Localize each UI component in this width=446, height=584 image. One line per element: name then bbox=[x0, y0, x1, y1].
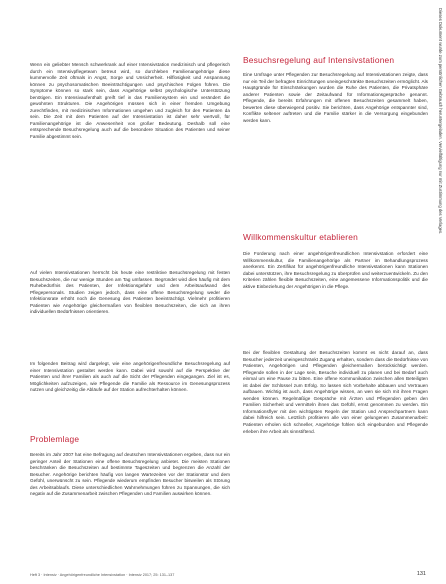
body-paragraph: Bereits im Jahr 2007 hat eine Befragung auf deutschen Intensivstationen ergeben, dass nur ein geringer Anteil der Stationen eine offene Besuchsregelung anbietet. Die meisten Stationen beschränken die Besuchszeiten auf bestimmte Tageszeiten und begrenzen die Anzahl der Besucher. Angehörige berichten häufig von langen Wartezeiten vor der Stationstür und dem Gefühl, unerwünscht zu sein. Pflegende wiederum empfinden Besucher bisweilen als Störung des Arbeitsablaufs. Diese unterschiedlichen Wahrnehmungen führen zu Spannungen, die sich negativ auf die Zusammenarbeit zwischen Pflegenden und Familien auswirken können. bbox=[30, 452, 230, 497]
body-paragraph: Eine Umfrage unter Pflegenden zur Besuchsregelung auf Intensivstationen zeigte, dass nur ein Teil der befragten Einrichtungen uneingeschränkte Besuchszeiten ermöglicht. Als Hauptgründe für Einschränkungen wurden die Ruhe des Patienten, die Privatsphäre anderer Patienten sowie der Zeitaufwand für Informationsgespräche genannt. Pflegende, die bereits Erfahrungen mit offenen Besuchszeiten gesammelt haben, bewerten diese überwiegend positiv. Sie berichten, dass Angehörige entspannter sind, Konflikte seltener auftreten und die Familie stärker in die Versorgung eingebunden werden kann. bbox=[243, 72, 428, 123]
body-paragraph: Bei der flexiblen Gestaltung der Besuchszeiten kommt es nicht darauf an, dass Besucher jederzeit uneingeschränkt Zugang erhalten, sondern dass die Bedürfnisse von Patienten, Angehörigen und Pflegenden gleichermaßen berücksichtigt werden. Pflegende sollen in der Lage sein, Besuche individuell zu planen und bei Bedarf auch einmal um eine Pause zu bitten. Eine offene Kommunikation zwischen allen Beteiligten ist dabei der Schlüssel zum Erfolg. So lassen sich Vorbehalte abbauen und Vertrauen aufbauen. Wichtig ist auch, dass Angehörige wissen, an wen sie sich mit ihren Fragen wenden können. Regelmäßige Gespräche mit Ärzten und Pflegenden geben den Familien Sicherheit und vermitteln ihnen das Gefühl, ernst genommen zu werden. Ein Informationsflyer mit den wichtigsten Regeln der Station und Ansprechpartnern kann dabei hilfreich sein. Letztlich profitieren alle von einer gelungenen Zusammenarbeit: Patienten erholen sich schneller, Angehörige fühlen sich eingebunden und Pflegende erleben ihre Arbeit als sinnstiftend. bbox=[243, 350, 428, 434]
section-heading-problemlage: Problemlage bbox=[30, 434, 80, 444]
copyright-side-note bbox=[437, 8, 443, 580]
body-paragraph: Die Forderung nach einer angehörigenfreundlichen Intensivstation erfordert eine Willkommenskultur, die Familienangehörige als Partner im Behandlungsprozess anerkennt. Ein Zertifikat für angehörigenfreundliche Intensivstationen kann Stationen dabei unterstützen, ihre Besuchsregelung zu überprüfen und weiterzuentwickeln. Zu den Kriterien zählen flexible Besuchszeiten, eine angemessene Informationspolitik und die aktive Einbeziehung der Angehörigen in die Pflege. bbox=[243, 251, 428, 289]
copyright-side-note-text: Dieses Dokument wurde zum persönlichen Gebrauch heruntergeladen. Vervielfältigung nur mit Zustimmung des Verlages. bbox=[438, 8, 443, 235]
body-paragraph: Wenn ein geliebter Mensch schwerkrank auf einer Intensivstation medizinisch und pflegerisch durch ein Intensivpflegeteam betreut wird, so durchleben Familienangehörige diese kummervolle Zeit oftmals in Angst, Sorge und Unsicherheit. Hilflosigkeit und Anspannung können zu psychosomatischen Beeinträchtigungen und psychischen Folgen führen. Die Symptome können so stark sein, dass Angehörige selbst psychologische Unterstützung benötigen. Ein Intensivaufenthalt greift tief in das Familiensystem ein und verändert die gewohnten Strukturen. Die Angehörigen müssen sich in einer fremden Umgebung zurechtfinden, mit medizinischen Informationen umgehen und zugleich für den Patienten da sein. Die Zeit mit dem Patienten auf der Intensivstation ist daher sehr wertvoll, für Familienangehörige ist die Anwesenheit von großer Bedeutung. Deshalb soll eine entsprechende Besuchsregelung auch auf die besondere Situation des Patienten und seiner Familie abgestimmt sein. bbox=[30, 62, 230, 140]
body-paragraph: Auf vielen Intensivstationen herrscht bis heute eine restriktive Besuchsregelung mit festen Besuchszeiten, die nur wenige Stunden am Tag umfassen. Begründet wird dies häufig mit dem Ruhebedürfnis des Patienten, der Infektionsgefahr und dem Arbeitsaufwand des Pflegepersonals. Studien zeigen jedoch, dass eine offene Besuchsregelung weder die Infektionsrate erhöht noch die Genesung des Patienten beeinträchtigt. Vielmehr profitieren Patienten wie Angehörige gleichermaßen von flexiblen Besuchszeiten, die sich an ihren individuellen Bedürfnissen orientieren. bbox=[30, 270, 230, 315]
body-paragraph: Im folgenden Beitrag wird dargelegt, wie eine angehörigenfreundliche Besuchsregelung auf einer Intensivstation gestaltet werden kann. Dabei wird sowohl auf die Perspektive der Patienten und ihrer Familien als auch auf die Sicht der Pflegenden eingegangen. Ziel ist es, Möglichkeiten aufzuzeigen, wie Pflegende die Familie als Ressource im Genesungsprozess nutzen und gleichzeitig die Abläufe auf der Station aufrechterhalten können. bbox=[30, 361, 230, 393]
footer-citation: Heft 3 · Intensiv · Angehörigenfreundliche Intensivstation · Intensiv 2017; 25: 131–137 bbox=[30, 573, 175, 577]
section-heading-willkommenskultur: Willkommenskultur etablieren bbox=[243, 232, 358, 242]
section-heading-besuchsregelung: Besuchsregelung auf Intensivstationen bbox=[243, 55, 395, 65]
page-number: 131 bbox=[416, 571, 426, 577]
